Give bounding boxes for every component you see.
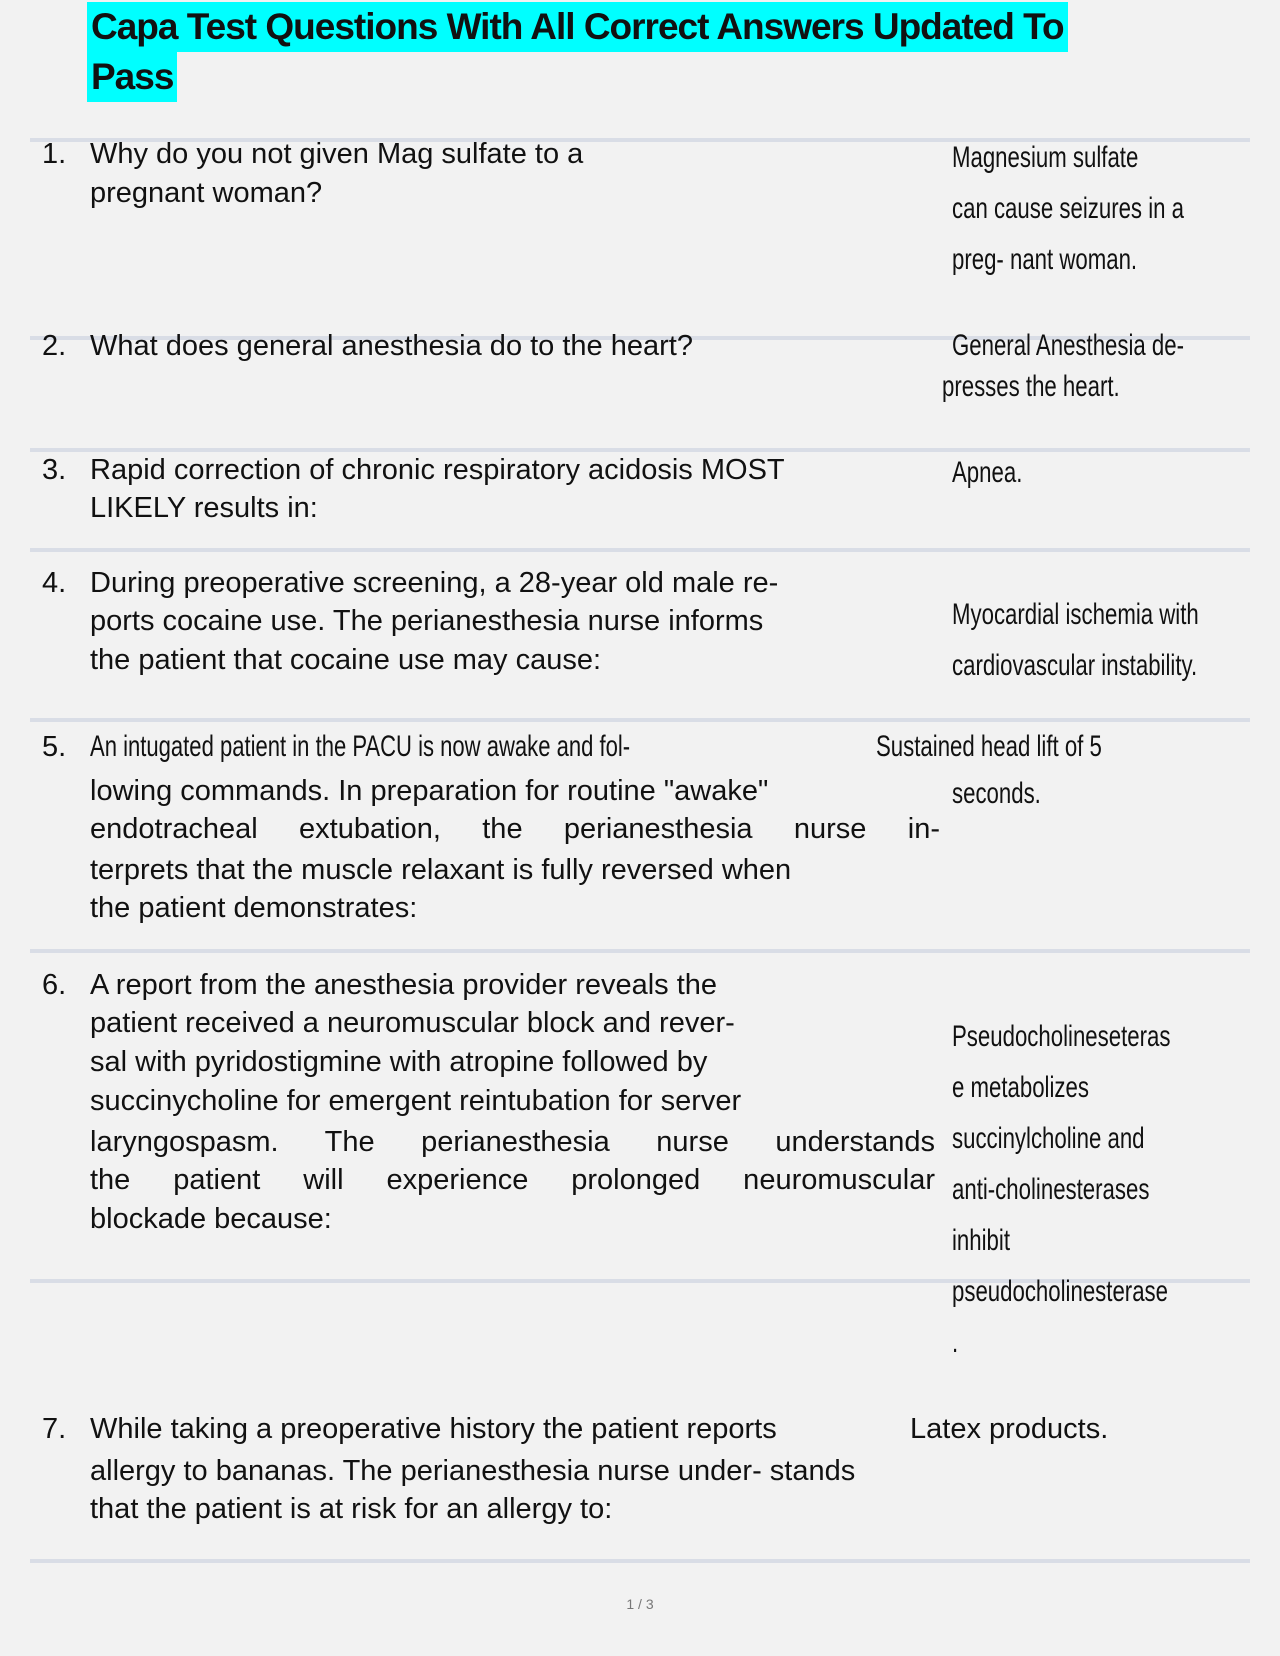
answer-text: inhibit [952,1224,1011,1257]
answer-text: Pseudocholineseteras [952,1020,1171,1053]
question-text: terprets that the muscle relaxant is fully reversed when [90,854,792,886]
document-title: Capa Test Questions With All Correct Answers Updated To [87,2,1068,52]
divider [30,718,1250,722]
question-text: endotracheal extubation, the perianesthesia nurse in- [90,813,940,845]
question-number: 1. [42,138,67,170]
question-text: While taking a preoperative history the patient reports [90,1413,777,1445]
question-number: 2. [42,330,67,362]
answer-text: seconds. [952,777,1041,810]
question-text: During preoperative screening, a 28-year old male re- [90,567,779,599]
question-text: A report from the anesthesia provider reveals the [90,969,718,1001]
question-text: What does general anesthesia do to the heart? [90,330,693,362]
question-number: 5. [42,731,67,763]
question-text: Rapid correction of chronic respiratory acidosis MOST [90,454,785,486]
question-text: An intugated patient in the PACU is now awake and fol- [90,730,631,763]
question-text: succinycholine for emergent reintubation for server [90,1085,742,1117]
question-text: laryngospasm. The perianesthesia nurse understands [90,1126,935,1158]
question-text: pregnant woman? [90,177,323,209]
question-text: lowing commands. In preparation for routine "awake" [90,775,769,807]
question-text: patient received a neuromuscular block and rever- [90,1007,735,1039]
answer-text: Apnea. [952,456,1023,489]
answer-text: Sustained head lift of 5 [876,730,1102,763]
question-text: allergy to bananas. The perianesthesia nurse under- stands [90,1455,856,1487]
question-text: the patient demonstrates: [90,892,418,924]
answer-text: Latex products. [910,1413,1109,1445]
answer-text: . [952,1326,959,1359]
question-text: blockade because: [90,1203,332,1235]
divider [30,1559,1250,1563]
answer-text: e metabolizes [952,1071,1089,1104]
answer-text: succinylcholine and [952,1122,1145,1155]
question-text: LIKELY results in: [90,492,318,524]
question-text: the patient will experience prolonged neuromuscular [90,1164,935,1196]
answer-text: can cause seizures in a [952,192,1185,225]
divider [30,548,1250,552]
question-text: that the patient is at risk for an allergy to: [90,1493,613,1525]
page-indicator: 1 / 3 [626,1596,654,1612]
answer-text: cardiovascular instability. [952,649,1198,682]
answer-text: Magnesium sulfate [952,141,1139,174]
document-title-line2: Pass [87,52,177,102]
answer-text: Myocardial ischemia with [952,598,1199,631]
divider [30,949,1250,953]
question-text: ports cocaine use. The perianesthesia nurse informs [90,605,764,637]
question-number: 6. [42,969,67,1001]
question-number: 7. [42,1413,67,1445]
question-number: 3. [42,454,67,486]
question-text: the patient that cocaine use may cause: [90,644,602,676]
answer-text: presses the heart. [942,370,1120,403]
answer-text: preg- nant woman. [952,243,1138,276]
question-number: 4. [42,567,67,599]
answer-text: General Anesthesia de- [952,329,1185,362]
answer-text: pseudocholinesterase [952,1275,1168,1308]
question-text: sal with pyridostigmine with atropine followed by [90,1046,708,1078]
question-text: Why do you not given Mag sulfate to a [90,138,584,170]
answer-text: anti-cholinesterases [952,1173,1150,1206]
